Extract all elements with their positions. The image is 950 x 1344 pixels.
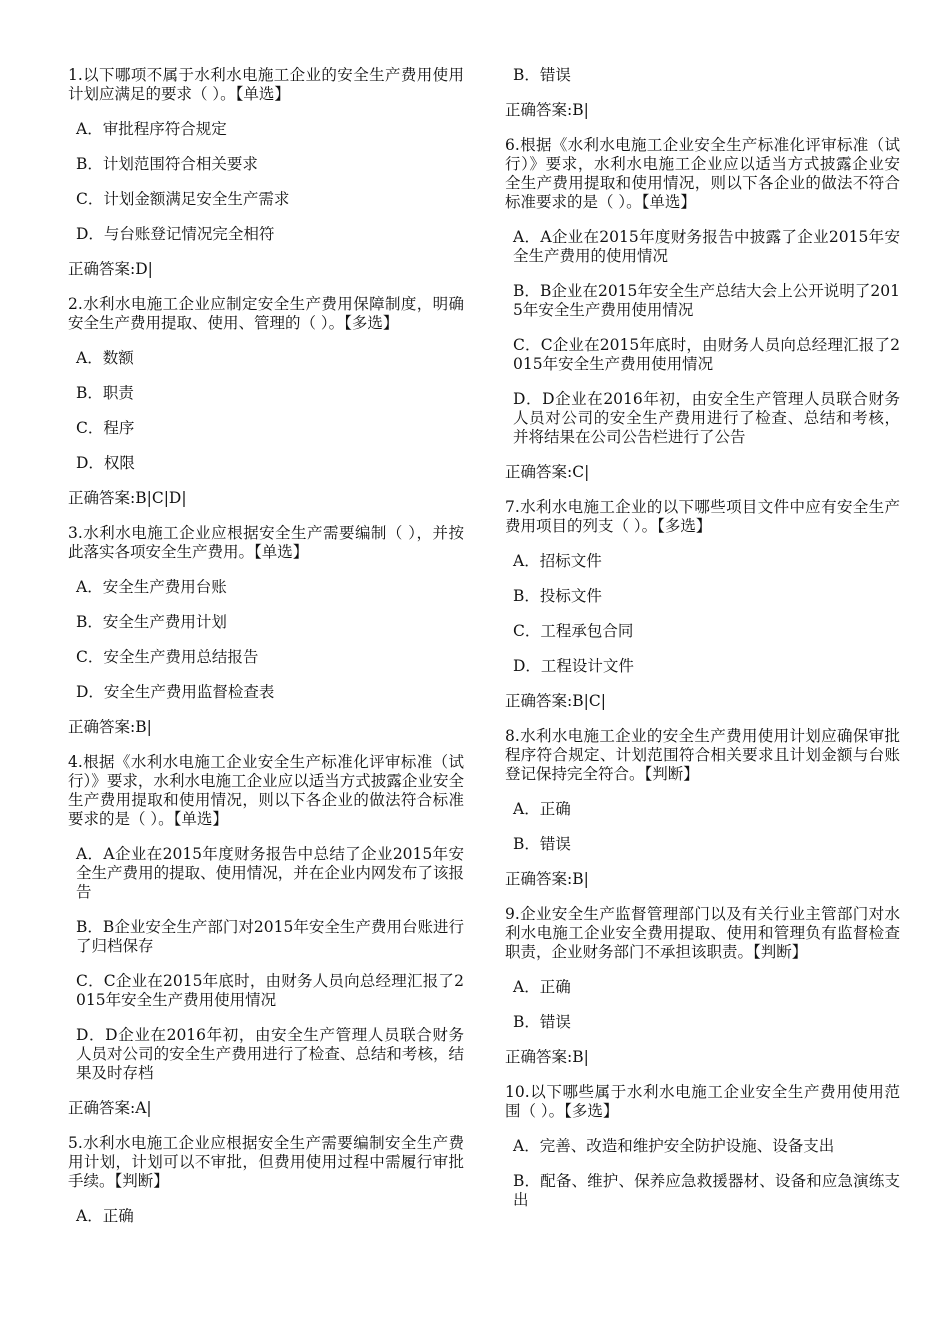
answer-option: B．错误 xyxy=(513,66,571,84)
question-block xyxy=(68,524,464,737)
answer-option: A．正确 xyxy=(513,800,571,818)
answer-option: A．A企业在2015年度财务报告中披露了企业2015年安全生产费用的使用情况 xyxy=(513,228,900,265)
answer-option: B．B企业安全生产部门对2015年安全生产费用台账进行了归档保存 xyxy=(76,918,464,955)
question-block xyxy=(68,753,464,1118)
correct-answer: 正确答案:C| xyxy=(505,463,590,481)
question-text: 2.水利水电施工企业应制定安全生产费用保障制度，明确安全生产费用提取、使用、管理的（ ）。【多选】 xyxy=(68,295,464,332)
answer-option: D．工程设计文件 xyxy=(513,657,634,675)
question-text: 5.水利水电施工企业应根据安全生产需要编制安全生产费用计划，计划可以不审批，但费用使用过程中需履行审批手续。【判断】 xyxy=(68,1134,464,1190)
answer-option: A．审批程序符合规定 xyxy=(76,120,227,138)
correct-answer: 正确答案:B|C| xyxy=(505,692,606,710)
answer-option: B．B企业在2015年安全生产总结大会上公开说明了2015年安全生产费用使用情况 xyxy=(513,282,900,319)
correct-answer: 正确答案:B| xyxy=(505,1048,589,1066)
question-block xyxy=(505,136,900,482)
answer-option: A．正确 xyxy=(76,1207,134,1225)
answer-option: B．职责 xyxy=(76,384,134,402)
answer-option: D．安全生产费用监督检查表 xyxy=(76,683,275,701)
question-text: 4.根据《水利水电施工企业安全生产标准化评审标准（试行）》要求，水利水电施工企业应以适当方式披露企业安全生产费用提取和使用情况，则以下各企业的做法符合标准要求的是（ ）。【单选】 xyxy=(68,753,464,828)
question-text: 1.以下哪项不属于水利水电施工企业的安全生产费用使用计划应满足的要求（ ）。【单选】 xyxy=(68,66,464,103)
correct-answer: 正确答案:B| xyxy=(505,870,589,888)
answer-option: D．权限 xyxy=(76,454,135,472)
answer-option: B．配备、维护、保养应急救援器材、设备和应急演练支出 xyxy=(513,1172,900,1209)
question-block xyxy=(505,498,900,711)
right-column xyxy=(505,66,900,1226)
answer-option: B．错误 xyxy=(513,835,571,853)
correct-answer: 正确答案:A| xyxy=(68,1099,152,1117)
question-block xyxy=(505,727,900,889)
answer-option: C．安全生产费用总结报告 xyxy=(76,648,259,666)
answer-option: B．安全生产费用计划 xyxy=(76,613,227,631)
correct-answer: 正确答案:B| xyxy=(68,718,152,736)
answer-option: A．数额 xyxy=(76,349,134,367)
answer-option: A．招标文件 xyxy=(513,552,602,570)
question-text: 10.以下哪些属于水利水电施工企业安全生产费用使用范围（ ）。【多选】 xyxy=(505,1083,900,1120)
question-block xyxy=(68,1134,464,1226)
question-block xyxy=(505,905,900,1067)
answer-option: D．与台账登记情况完全相符 xyxy=(76,225,275,243)
question-text: 7.水利水电施工企业的以下哪些项目文件中应有安全生产费用项目的列支（ ）。【多选】 xyxy=(505,498,900,535)
question-block xyxy=(505,1083,900,1210)
correct-answer: 正确答案:B|C|D| xyxy=(68,489,187,507)
correct-answer: 正确答案:D| xyxy=(68,260,153,278)
answer-option: C．计划金额满足安全生产需求 xyxy=(76,190,290,208)
question-block xyxy=(68,295,464,508)
question-block xyxy=(68,66,464,279)
answer-option: A．A企业在2015年度财务报告中总结了企业2015年安全生产费用的提取、使用情况，并在企业内网发布了该报告 xyxy=(76,845,464,901)
question-block xyxy=(505,66,900,120)
answer-option: A．完善、改造和维护安全防护设施、设备支出 xyxy=(513,1137,835,1155)
answer-option: A．正确 xyxy=(513,978,571,996)
answer-option: A．安全生产费用台账 xyxy=(76,578,227,596)
answer-option: C．C企业在2015年底时，由财务人员向总经理汇报了2015年安全生产费用使用情况 xyxy=(76,972,464,1009)
question-text: 8.水利水电施工企业的安全生产费用使用计划应确保审批程序符合规定、计划范围符合相关要求且计划金额与台账登记保持完全符合。【判断】 xyxy=(505,727,900,783)
answer-option: C．C企业在2015年底时，由财务人员向总经理汇报了2015年安全生产费用使用情况 xyxy=(513,336,900,373)
answer-option: B．投标文件 xyxy=(513,587,602,605)
answer-option: C．程序 xyxy=(76,419,135,437)
answer-option: D．D企业在2016年初，由安全生产管理人员联合财务人员对公司的安全生产费用进行了检查、总结和考核，结果及时存档 xyxy=(76,1026,464,1082)
answer-option: C．工程承包合同 xyxy=(513,622,634,640)
answer-option: B．错误 xyxy=(513,1013,571,1031)
question-text: 6.根据《水利水电施工企业安全生产标准化评审标准（试行）》要求，水利水电施工企业应以适当方式披露企业安全生产费用提取和使用情况，则以下各企业的做法不符合标准要求的是（ ）。【单选】 xyxy=(505,136,900,211)
question-text: 9.企业安全生产监督管理部门以及有关行业主管部门对水利水电施工企业安全费用提取、使用和管理负有监督检查职责，企业财务部门不承担该职责。【判断】 xyxy=(505,905,900,961)
answer-option: B．计划范围符合相关要求 xyxy=(76,155,258,173)
left-column xyxy=(68,66,464,1242)
answer-option: D．D企业在2016年初，由安全生产管理人员联合财务人员对公司的安全生产费用进行了检查、总结和考核，并将结果在公司公告栏进行了公告 xyxy=(513,390,900,446)
correct-answer: 正确答案:B| xyxy=(505,101,589,119)
question-text: 3.水利水电施工企业应根据安全生产需要编制（ ），并按此落实各项安全生产费用。【单选】 xyxy=(68,524,464,561)
